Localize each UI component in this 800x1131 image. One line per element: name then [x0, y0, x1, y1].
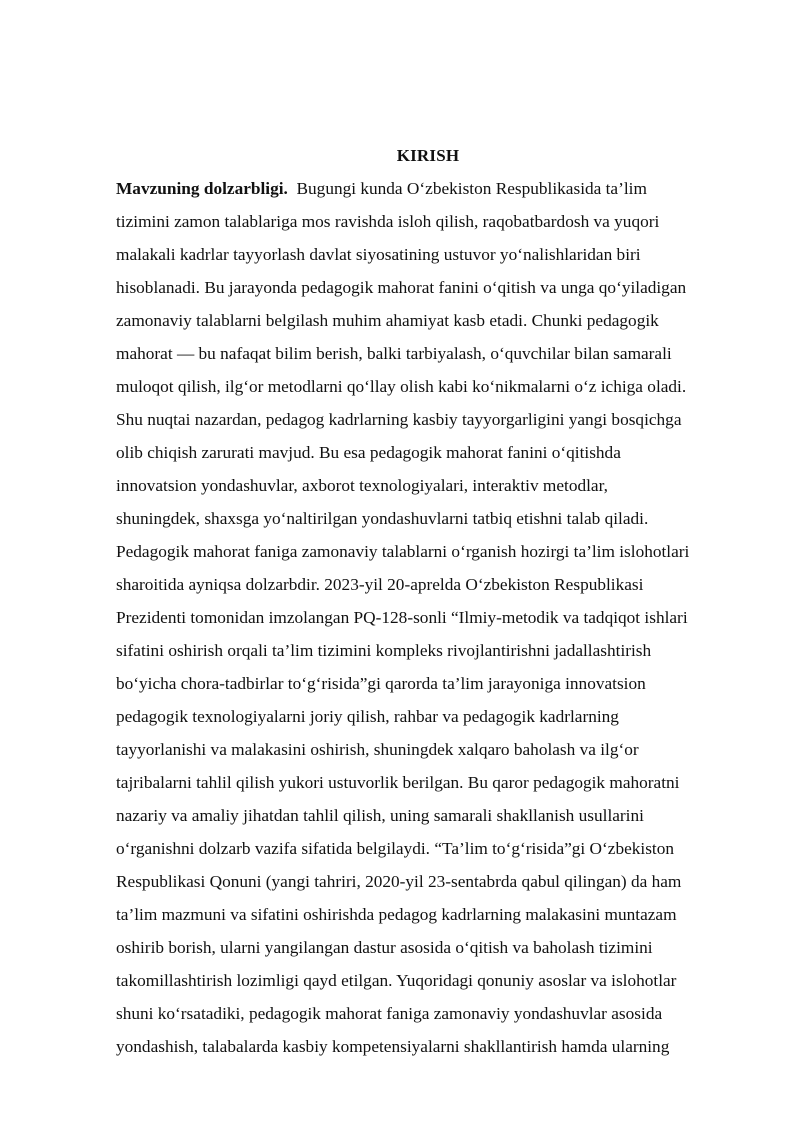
- text-line: tizimini zamon talablariga mos ravishda isloh qilish, raqobatbardosh va yuqori: [116, 212, 660, 231]
- text-line: ta’lim mazmuni va sifatini oshirishda pedagog kadrlarning malakasini muntazam: [116, 905, 677, 924]
- text-line: shuni ko‘rsatadiki, pedagogik mahorat faniga zamonaviy yondashuvlar asosida: [116, 1004, 663, 1023]
- text-line: malakali kadrlar tayyorlash davlat siyosatining ustuvor yo‘nalishlaridan biri: [116, 245, 641, 264]
- text-line-content: Bugungi kunda O‘zbekiston Respublikasida ta’lim: [287, 179, 647, 198]
- text-line: pedagogik texnologiyalarni joriy qilish, rahbar va pedagogik kadrlarning: [116, 707, 619, 726]
- text-line: zamonaviy talablarni belgilash muhim ahamiyat kasb etadi. Chunki pedagogik: [116, 311, 659, 330]
- text-line: shuningdek, shaxsga yo‘naltirilgan yondashuvlarni tatbiq etishni talab qiladi.: [116, 509, 649, 528]
- text-line: nazariy va amaliy jihatdan tahlil qilish, uning samarali shakllanish usullarini: [116, 806, 644, 825]
- text-line: sharoitida ayniqsa dolzarbdir. 2023-yil 20-aprelda O‘zbekiston Respublikasi: [116, 575, 644, 594]
- text-line: olib chiqish zarurati mavjud. Bu esa pedagogik mahorat fanini o‘qitishda: [116, 443, 621, 462]
- text-line: Shu nuqtai nazardan, pedagog kadrlarning kasbiy tayyorgarligini yangi bosqichga: [116, 410, 682, 429]
- text-line: Respublikasi Qonuni (yangi tahriri, 2020-yil 23-sentabrda qabul qilingan) da ham: [116, 872, 682, 891]
- text-line: Prezidenti tomonidan imzolangan PQ-128-sonli “Ilmiy-metodik va tadqiqot ishlari: [116, 608, 688, 627]
- text-line: [116, 179, 647, 199]
- lead-label: Mavzuning dolzarbligi.: [116, 179, 288, 198]
- section-heading: KIRISH: [396, 146, 460, 165]
- text-line: yondashish, talabalarda kasbiy kompetensiyalarni shakllantirish hamda ularning: [116, 1037, 670, 1056]
- text-line: hisoblanadi. Bu jarayonda pedagogik mahorat fanini o‘qitish va unga qo‘yiladigan: [116, 278, 687, 297]
- text-line: takomillashtirish lozimligi qayd etilgan. Yuqoridagi qonuniy asoslar va islohotlar: [116, 971, 677, 990]
- text-line: tayyorlanishi va malakasini oshirish, shuningdek xalqaro baholash va ilg‘or: [116, 740, 639, 759]
- text-line: innovatsion yondashuvlar, axborot texnologiyalari, interaktiv metodlar,: [116, 476, 608, 495]
- text-line: bo‘yicha chora-tadbirlar to‘g‘risida”gi qarorda ta’lim jarayoniga innovatsion: [116, 674, 646, 693]
- text-line: Pedagogik mahorat faniga zamonaviy talablarni o‘rganish hozirgi ta’lim islohotlari: [116, 542, 690, 561]
- text-line: mahorat — bu nafaqat bilim berish, balki tarbiyalash, o‘quvchilar bilan samarali: [116, 344, 672, 363]
- text-line: tajribalarni tahlil qilish yukori ustuvorlik berilgan. Bu qaror pedagogik mahoratni: [116, 773, 680, 792]
- text-line: oshirib borish, ularni yangilangan dastur asosida o‘qitish va baholash tizimini: [116, 938, 653, 957]
- text-line: o‘rganishni dolzarb vazifa sifatida belgilaydi. “Ta’lim to‘g‘risida”gi O‘zbekiston: [116, 839, 675, 858]
- text-line: muloqot qilish, ilg‘or metodlarni qo‘llay olish kabi ko‘nikmalarni o‘z ichiga oladi.: [116, 377, 687, 396]
- text-line: sifatini oshirish orqali ta’lim tizimini kompleks rivojlantirishni jadallashtirish: [116, 641, 652, 660]
